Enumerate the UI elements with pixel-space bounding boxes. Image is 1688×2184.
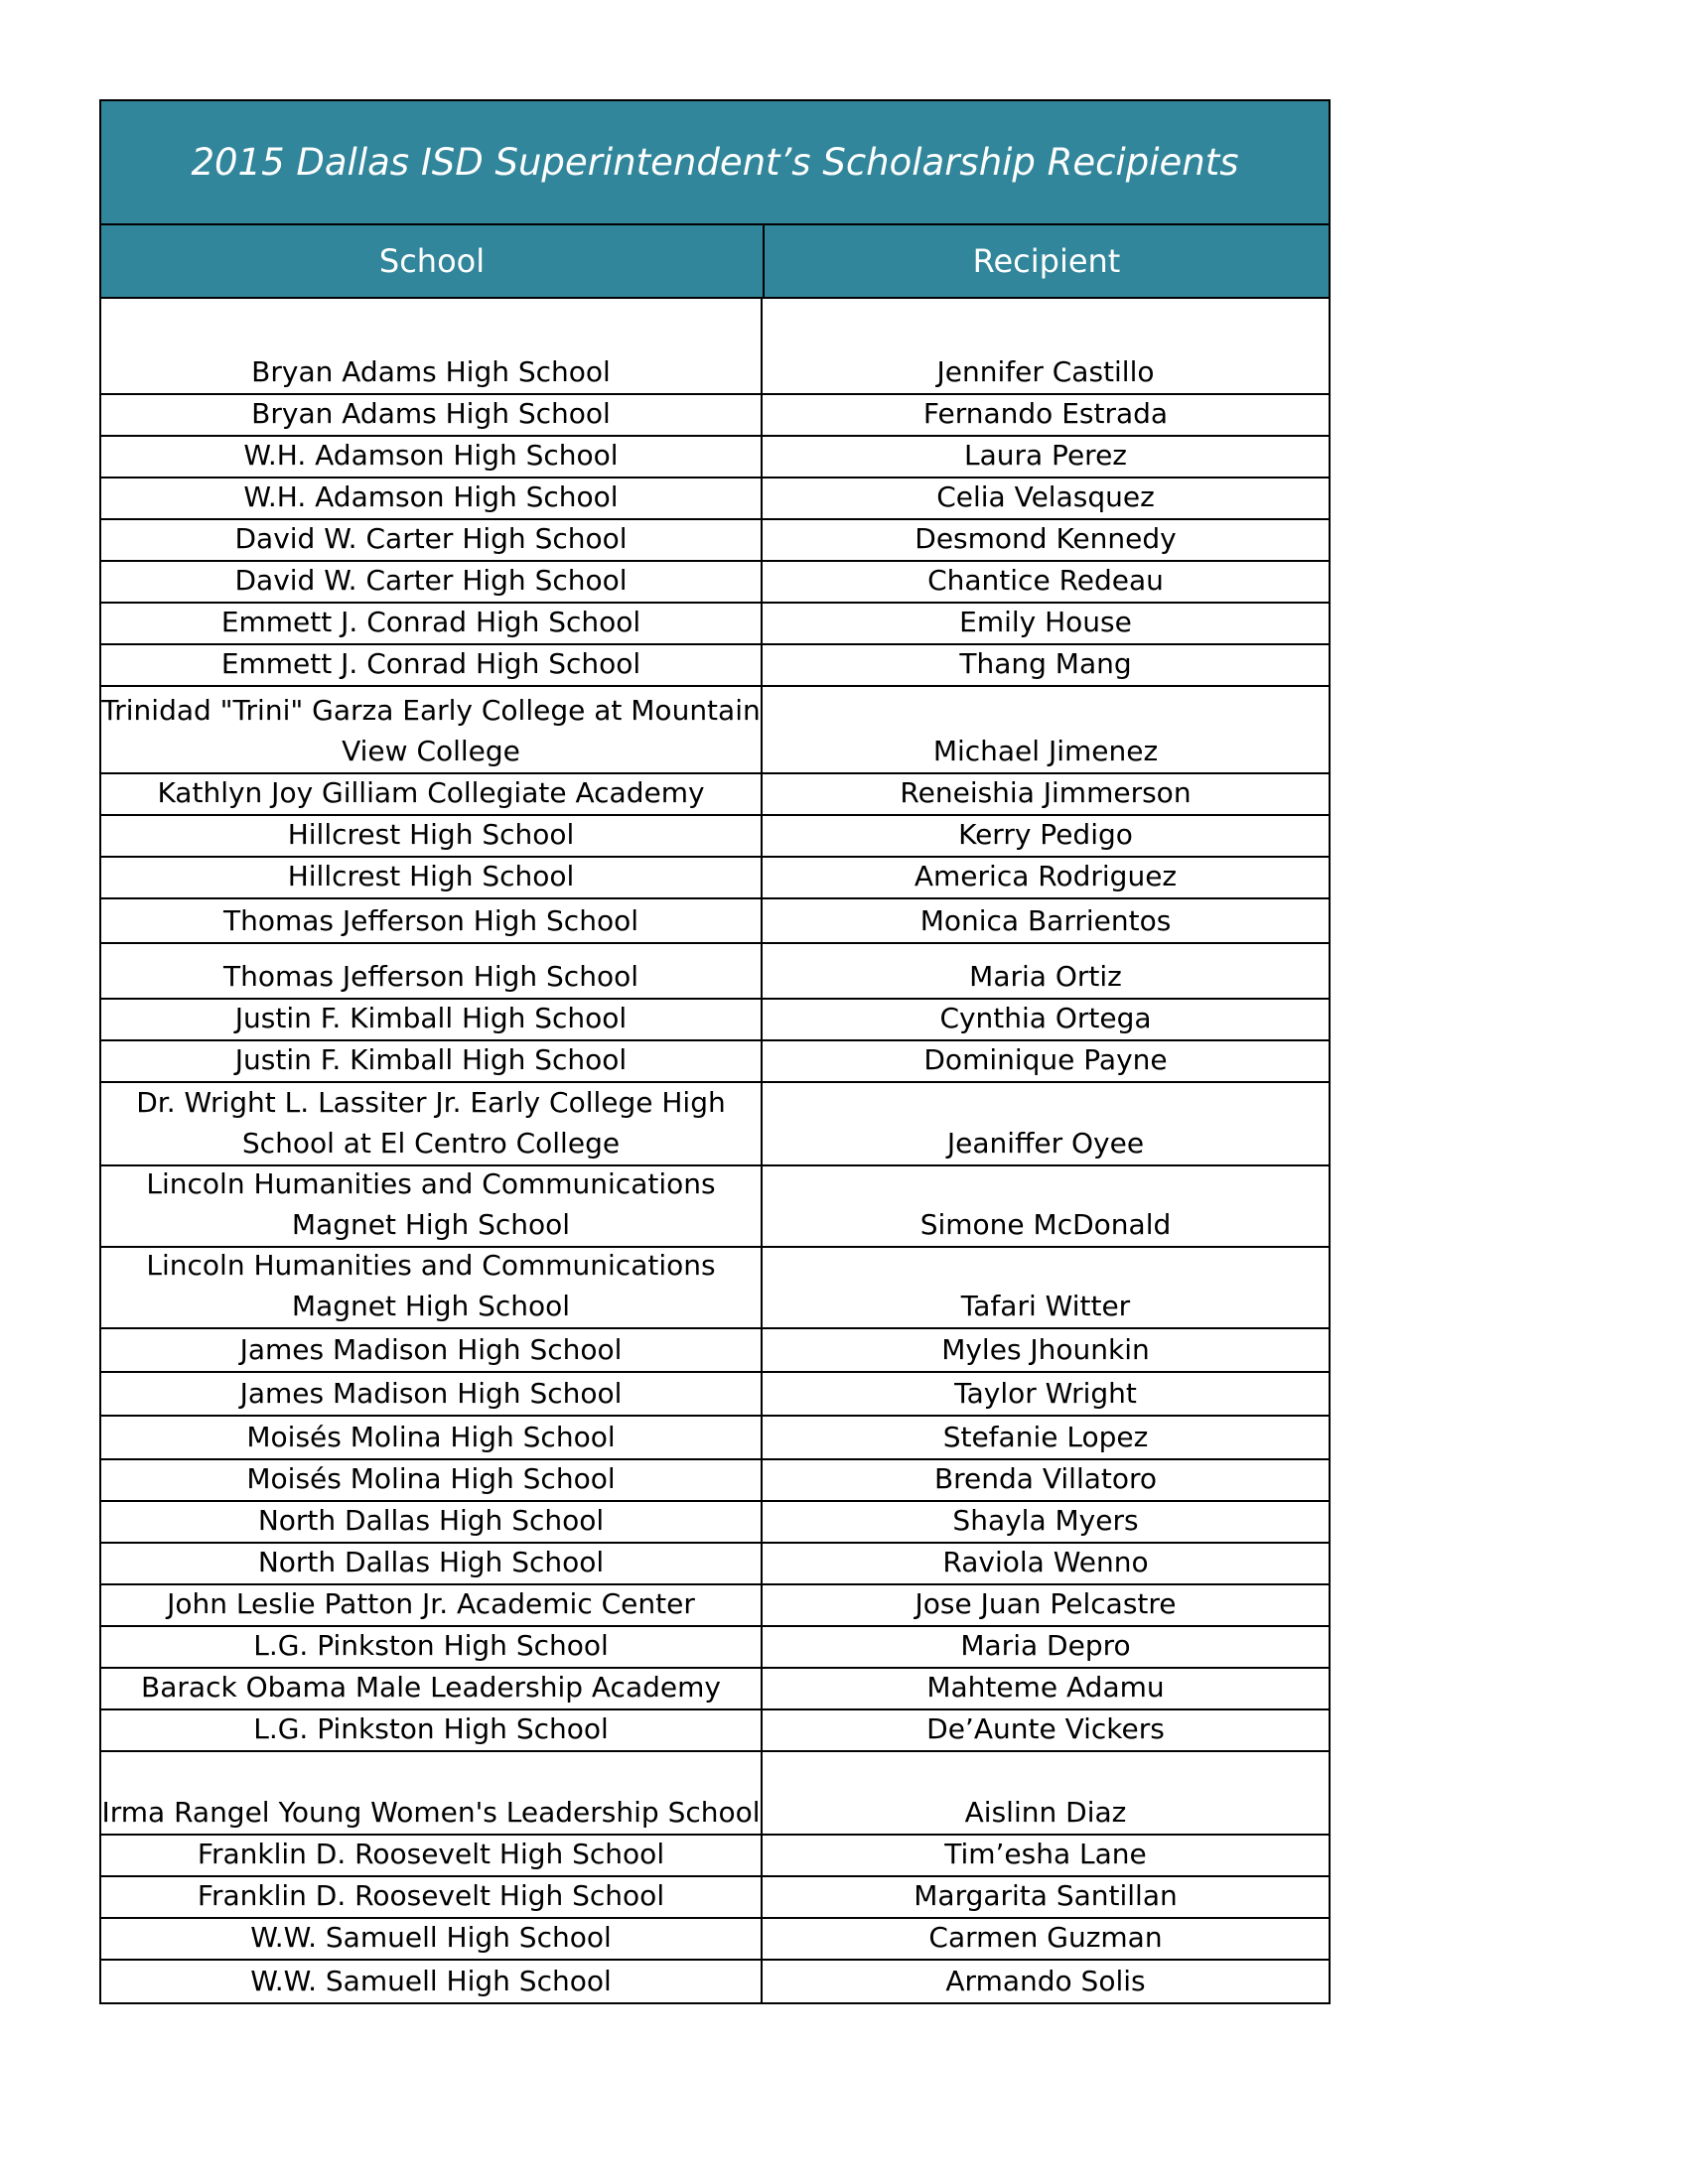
school-cell: David W. Carter High School [101,562,763,602]
table-row [101,1166,1329,1248]
school-cell: W.H. Adamson High School [101,437,763,477]
table-row [101,478,1329,520]
recipient-cell: Jeaniffer Oyee [946,1127,1145,1160]
recipient-cell: Celia Velasquez [936,480,1155,513]
school-cell: Hillcrest High School [101,858,763,897]
recipient-cell: Simone McDonald [919,1208,1172,1241]
table-row [101,1041,1329,1083]
table-row [101,899,1329,944]
table-row [101,1919,1329,1961]
recipient-cell: Armando Solis [945,1965,1146,1997]
recipient-cell: Myles Jhounkin [941,1333,1150,1366]
recipient-cell: Stefanie Lopez [942,1421,1149,1453]
recipient-cell: Brenda Villatoro [933,1462,1158,1495]
school-cell: North Dallas High School [101,1544,763,1583]
school-cell: Kathlyn Joy Gilliam Collegiate Academy [101,774,763,814]
table-body [101,299,1329,2002]
table-row [101,1460,1329,1502]
school-cell: North Dallas High School [101,1502,763,1542]
recipient-cell: Cynthia Ortega [939,1002,1152,1034]
table-row [101,1083,1329,1166]
recipient-cell: America Rodriguez [914,860,1178,892]
school-cell: Bryan Adams High School [101,395,763,435]
recipient-cell: Maria Depro [960,1629,1131,1662]
school-cell: Franklin D. Roosevelt High School [101,1877,763,1917]
table-row [101,1877,1329,1919]
recipient-cell: Carmen Guzman [928,1921,1163,1954]
recipient-cell: De’Aunte Vickers [926,1712,1165,1745]
table-row [101,1373,1329,1417]
recipient-cell: Raviola Wenno [942,1546,1149,1578]
table-row [101,858,1329,899]
school-cell: Moisés Molina High School [101,1417,763,1458]
recipient-cell: Taylor Wright [954,1377,1137,1410]
table-row [101,1248,1329,1329]
school-cell: Justin F. Kimball High School [101,1041,763,1081]
table-row [101,437,1329,478]
school-cell: L.G. Pinkston High School [101,1627,763,1667]
recipient-cell: Jennifer Castillo [936,355,1155,388]
recipient-cell: Jose Juan Pelcastre [914,1587,1177,1620]
table-row [101,395,1329,437]
school-cell: Thomas Jefferson High School [101,899,763,942]
school-cell: Emmett J. Conrad High School [101,604,763,643]
school-cell: W.W. Samuell High School [101,1919,763,1959]
school-cell: Thomas Jefferson High School [101,944,763,998]
school-cell: Trinidad "Trini" Garza Early College at Mountain View College [101,687,763,772]
table-row [101,1544,1329,1585]
school-cell: Lincoln Humanities and Communications Magnet High School [101,1248,763,1327]
school-cell: John Leslie Patton Jr. Academic Center [101,1585,763,1625]
table-row [101,1329,1329,1373]
table-row [101,1961,1329,2002]
recipient-cell: Maria Ortiz [969,960,1122,993]
school-cell: Hillcrest High School [101,816,763,856]
school-cell: David W. Carter High School [101,520,763,560]
table-row [101,1710,1329,1752]
recipient-cell: Mahteme Adamu [926,1671,1165,1704]
recipient-cell: Shayla Myers [952,1504,1139,1537]
table-row [101,1669,1329,1710]
school-cell: James Madison High School [101,1373,763,1415]
school-cell: Moisés Molina High School [101,1460,763,1500]
recipient-cell: Fernando Estrada [922,397,1169,430]
school-column-header: School [101,225,765,297]
school-cell: Franklin D. Roosevelt High School [101,1836,763,1875]
school-cell: Bryan Adams High School [101,299,763,393]
recipient-cell: Kerry Pedigo [958,818,1133,851]
table-row [101,1752,1329,1836]
school-cell: W.W. Samuell High School [101,1961,763,2002]
table-row [101,816,1329,858]
school-cell: L.G. Pinkston High School [101,1710,763,1750]
recipient-cell: Dominique Payne [923,1043,1168,1076]
column-header-row [101,225,1329,299]
table-row [101,1417,1329,1460]
table-row [101,562,1329,604]
school-cell: James Madison High School [101,1329,763,1371]
school-cell: Justin F. Kimball High School [101,1000,763,1039]
school-cell: Emmett J. Conrad High School [101,645,763,685]
table-row [101,1627,1329,1669]
school-cell: Dr. Wright L. Lassiter Jr. Early College High School at El Centro College [101,1083,763,1164]
table-row [101,774,1329,816]
recipient-cell: Thang Mang [959,647,1132,680]
recipient-cell: Aislinn Diaz [964,1796,1127,1829]
recipient-cell: Tafari Witter [960,1290,1131,1322]
recipient-column-header: Recipient [972,242,1121,280]
recipient-cell: Michael Jimenez [932,735,1159,767]
table-row [101,1000,1329,1041]
table-row [101,1585,1329,1627]
table-row [101,687,1329,774]
school-cell: W.H. Adamson High School [101,478,763,518]
recipient-cell: Desmond Kennedy [914,522,1177,555]
recipient-cell: Reneishia Jimmerson [900,776,1192,809]
table-row [101,645,1329,687]
school-cell: Irma Rangel Young Women's Leadership School [101,1752,763,1834]
recipient-cell: Monica Barrientos [919,904,1172,937]
table-row [101,604,1329,645]
table-row [101,944,1329,1000]
school-cell: Barack Obama Male Leadership Academy [101,1669,763,1708]
recipient-cell: Laura Perez [963,439,1127,472]
scholarship-table [99,99,1331,2004]
school-cell: Lincoln Humanities and Communications Magnet High School [101,1166,763,1246]
recipient-cell: Chantice Redeau [927,564,1164,597]
table-row [101,1502,1329,1544]
recipient-cell: Tim’esha Lane [944,1838,1147,1870]
table-row [101,299,1329,395]
table-title: 2015 Dallas ISD Superintendent’s Scholarship Recipients [101,101,1329,225]
table-row [101,520,1329,562]
table-row [101,1836,1329,1877]
recipient-cell: Margarita Santillan [914,1879,1178,1912]
recipient-cell: Emily House [959,606,1132,638]
